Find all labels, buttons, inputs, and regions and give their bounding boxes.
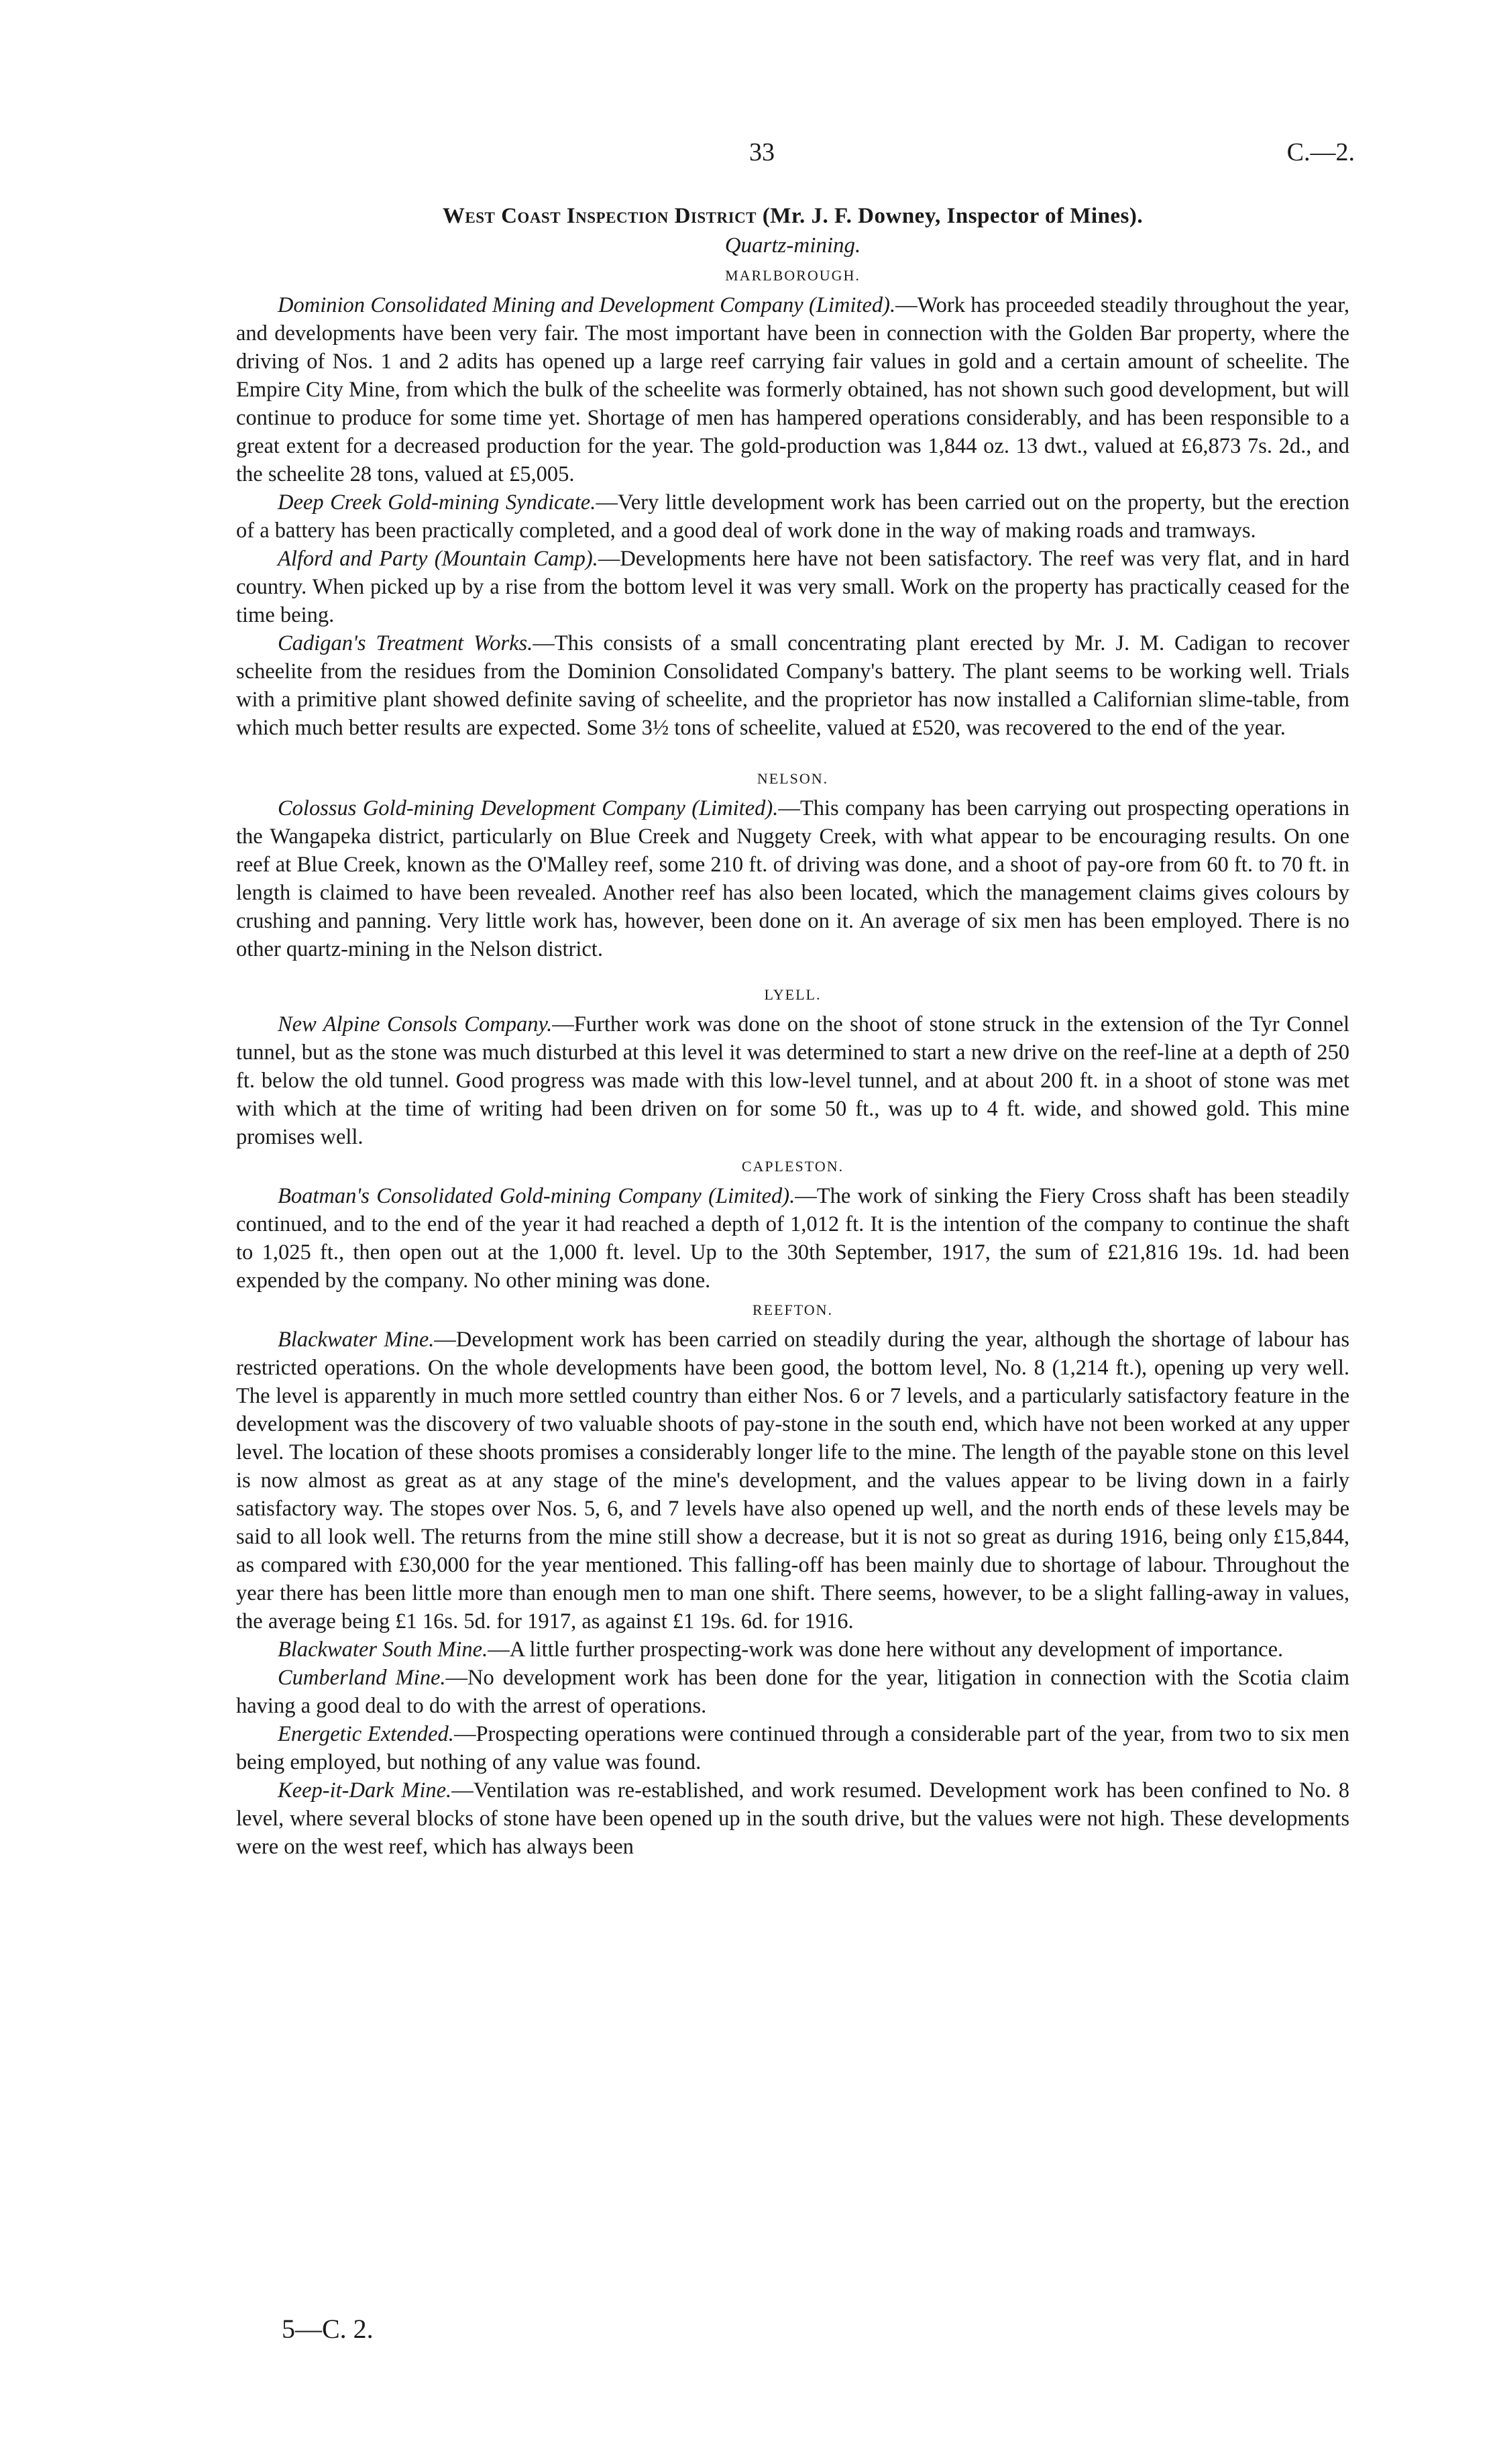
paragraph <box>236 1010 1349 1151</box>
section-marlborough <box>236 264 1349 742</box>
company-name: Boatman's Consolidated Gold-mining Company (Limited). <box>278 1184 795 1208</box>
section-lyell <box>236 983 1349 1151</box>
page-header <box>0 138 1497 178</box>
company-name: Energetic Extended. <box>278 1722 454 1746</box>
paragraph-text: —Further work was done on the shoot of stone struck in the extension of the Tyr Connel tunnel, but as the stone was much disturbed at this level it was determined to start a new drive on the reef-line at a depth of 250 ft. below the old tunnel. Good progress was made with this low-level tunnel, and at about 200 ft. in a shoot of stone was met with which at the time of writing had been driven on for some 50 ft., was up to 4 ft. wide, and showed gold. This mine promises well. <box>236 1012 1350 1149</box>
subtitle: Quartz-mining. <box>724 233 861 258</box>
page-body <box>236 201 1349 1861</box>
paragraph-text: —The work of sinking the Fiery Cross shaft has been steadily continued, and to the end of the year it had reached a depth of 1,012 ft. It is the intention of the company to continue the shaft to 1,025 ft., then open out at the 1,000 ft. level. Up to the 30th September, 1917, the sum of £21,816 19s. 1d. had been expended by the company. No other mining was done. <box>236 1184 1350 1293</box>
paragraph <box>236 291 1349 488</box>
paragraph <box>236 1776 1349 1861</box>
paragraph <box>236 545 1349 629</box>
district-title <box>236 201 1349 231</box>
company-name: Colossus Gold-mining Development Company (Limited). <box>278 796 779 820</box>
paragraph <box>236 1182 1349 1295</box>
paragraph <box>236 1326 1349 1636</box>
paragraph-text: —This consists of a small concentrating plant erected by Mr. J. M. Cadigan to recover scheelite from the residues from the Dominion Consolidated Company's battery. The plant seems to be working well. Trials with a primitive plant showed definite saving of scheelite, and the proprietor has now installed a Californian slime-table, from which much better results are expected. Some 3½ tons of scheelite, valued at £520, was recovered to the end of the year. <box>236 631 1350 740</box>
document-code: C.—2. <box>1286 138 1355 166</box>
paragraph-text: —Ventilation was re-established, and work resumed. Development work has been confined to No. 8 level, where several blocks of stone have been opened up in the south drive, but the values were not high. These developments were on the west reef, which has always been <box>236 1778 1349 1859</box>
paragraph-text: —Prospecting operations were continued through a considerable part of the year, from two to six men being employed, but nothing of any value was found. <box>236 1722 1349 1774</box>
section-heading: MARLBOROUGH. <box>725 267 861 284</box>
company-name: Dominion Consolidated Mining and Development Company (Limited). <box>278 293 896 317</box>
company-name: Blackwater South Mine. <box>278 1638 488 1662</box>
paragraph <box>236 794 1349 963</box>
paragraph <box>236 1664 1349 1720</box>
paragraph-text: —Very little development work has been carried out on the property, but the erection of a battery has been practically completed, and a good deal of work done in the way of making roads and tramways. <box>236 490 1349 543</box>
paragraph <box>236 488 1349 545</box>
district-title-rest: (Mr. J. F. Downey, Inspector of Mines). <box>757 204 1144 228</box>
section-nelson <box>236 767 1349 963</box>
company-name: Deep Creek Gold-mining Syndicate. <box>278 490 596 515</box>
paragraph-text: —Work has proceeded steadily throughout the year, and developments have been very fair. The most important have been in connection with the Golden Bar property, where the driving of Nos. 1 and 2 adits has opened up a large reef carrying fair values in gold and a certain amount of scheelite. The Empire City Mine, from which the bulk of the scheelite was formerly obtained, has not shown such good development, but will continue to produce for some time yet. Shortage of men has hampered operations considerably, and has been responsible to a great extent for a decreased production for the year. The gold-production was 1,844 oz. 13 dwt., valued at £6,873 7s. 2d., and the scheelite 28 tons, valued at £5,005. <box>236 293 1349 486</box>
paragraph <box>236 1636 1349 1664</box>
section-reefton <box>236 1299 1349 1861</box>
paragraph-text: —Development work has been carried on steadily during the year, although the shortage of labour has restricted operations. On the whole developments have been good, the bottom level, No. 8 (1,214 ft.), opening up very well. The level is apparently in much more settled country than either Nos. 6 or 7 levels, and a particularly satisfactory feature in the development was the discovery of two valuable shoots of pay-stone in the south end, which have not been worked at any upper level. The location of these shoots promises a considerably longer life to the mine. The length of the payable stone on this level is now almost as great as at any stage of the mine's development, and the values appear to be living down in a fairly satisfactory way. The stopes over Nos. 5, 6, and 7 levels have also opened up well, and the north ends of these levels may be said to all look well. The returns from the mine still show a decrease, but it is not so great as during 1916, being only £15,844, as compared with £30,000 for the year mentioned. This falling-off has been mainly due to shortage of labour. Throughout the year there has been little more than enough men to man one shift. There seems, however, to be a slight falling-away in values, the average being £1 16s. 5d. for 1917, as against £1 19s. 6d. for 1916. <box>236 1328 1349 1633</box>
signature-mark: 5—C. 2. <box>282 2314 374 2344</box>
company-name: New Alpine Consols Company. <box>278 1012 553 1036</box>
section-heading: CAPLESTON. <box>741 1158 844 1175</box>
section-heading: LYELL. <box>764 986 822 1003</box>
company-name: Cadigan's Treatment Works. <box>278 631 533 655</box>
company-name: Alford and Party (Mountain Camp). <box>278 547 598 571</box>
district-title-lead: West Coast Inspection District <box>442 204 757 228</box>
company-name: Cumberland Mine. <box>278 1666 446 1690</box>
paragraph <box>236 629 1349 742</box>
company-name: Keep-it-Dark Mine. <box>278 1778 452 1803</box>
paragraph-text: —No development work has been done for the year, litigation in connection with the Scotia claim having a good deal to do with the arrest of operations. <box>236 1666 1349 1718</box>
paragraph-text: —A little further prospecting-work was done here without any development of importance. <box>488 1638 1284 1662</box>
section-heading: REEFTON. <box>752 1301 834 1318</box>
paragraph-text: —Developments here have not been satisfactory. The reef was very flat, and in hard country. When picked up by a rise from the bottom level it was very small. Work on the property has practically ceased for the time being. <box>236 547 1349 627</box>
section-capleston <box>236 1155 1349 1295</box>
paragraph-text: —This company has been carrying out prospecting operations in the Wangapeka district, particularly on Blue Creek and Nuggety Creek, with what appear to be encouraging results. On one reef at Blue Creek, known as the O'Malley reef, some 210 ft. of driving was done, and a shoot of pay-ore from 60 ft. to 70 ft. in length is claimed to have been revealed. Another reef has also been located, which the management claims gives colours by crushing and panning. Very little work has, however, been done on it. An average of six men has been employed. There is no other quartz-mining in the Nelson district. <box>236 796 1349 961</box>
section-heading: NELSON. <box>757 770 829 787</box>
page-number: 33 <box>749 138 775 166</box>
paragraph <box>236 1720 1349 1776</box>
company-name: Blackwater Mine. <box>278 1328 435 1352</box>
